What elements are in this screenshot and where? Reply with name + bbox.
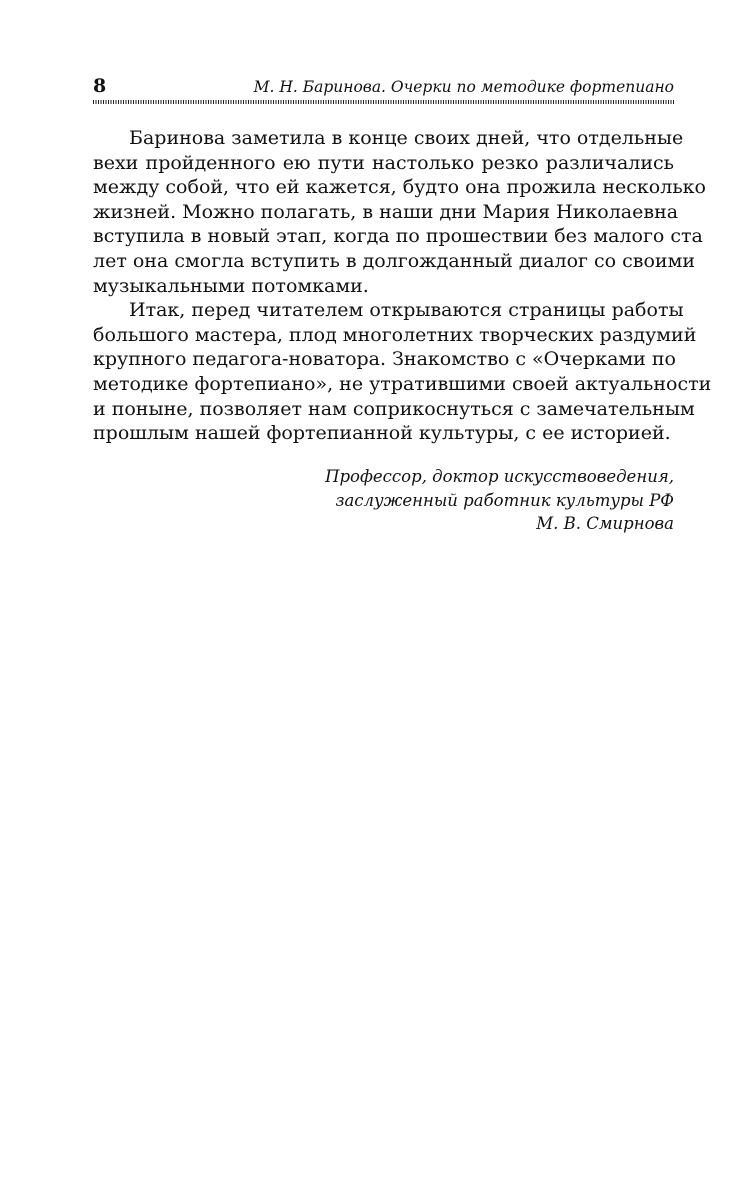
paragraph-2 — [93, 298, 712, 446]
text-line: вступила в новый этап, когда по прошествии без малого ста — [93, 225, 703, 248]
body-text — [93, 126, 712, 446]
text-line: крупного педагога-новатора. Знакомство с «Очерками по — [93, 348, 676, 371]
header-dotted-rule — [93, 100, 674, 104]
text-line: Итак, перед читателем открываются страницы работы — [129, 299, 684, 322]
text-line: жизней. Можно полагать, в наши дни Мария Николаевна — [93, 200, 679, 223]
signature-title-line: Профессор, доктор искусствоведения, — [325, 467, 674, 486]
running-head: М. Н. Баринова. Очерки по методике фортепиано — [253, 78, 674, 96]
text-line: лет она смогла вступить в долгожданный диалог со своими — [93, 249, 696, 272]
paragraph-1 — [93, 126, 706, 298]
text-line: и поныне, позволяет нам соприкоснуться с замечательным — [93, 397, 695, 420]
text-line: Баринова заметила в конце своих дней, что отдельные — [129, 127, 684, 149]
text-line: большого мастера, плод многолетних творческих раздумий — [93, 323, 697, 346]
signature-block — [325, 465, 674, 536]
page-number: 8 — [93, 75, 107, 97]
text-line: музыкальными потомками. — [93, 274, 369, 297]
signature-name: М. В. Смирнова — [536, 514, 674, 533]
signature-title-line: заслуженный работник культуры РФ — [335, 490, 674, 510]
text-line: вехи пройденного ею пути настолько резко различались — [93, 151, 674, 174]
text-line: прошлым нашей фортепианной культуры, с ее историей. — [93, 422, 671, 445]
text-line: методике фортепиано», не утратившими своей актуальности — [93, 372, 712, 395]
text-line: между собой, что ей кажется, будто она прожила несколько — [93, 176, 706, 199]
